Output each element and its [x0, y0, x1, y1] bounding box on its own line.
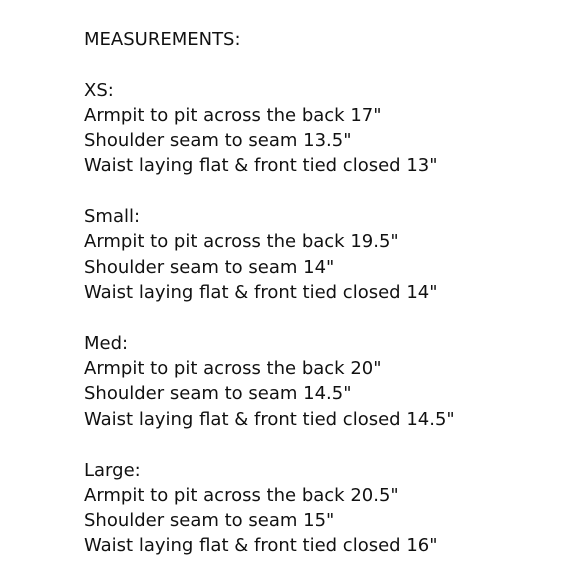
size-heading-small: Small: — [84, 206, 141, 228]
measurement-line: Armpit to pit across the back 17" — [84, 104, 382, 126]
measurement-line: Waist laying flat & front tied closed 16" — [84, 535, 438, 557]
measurement-line: Armpit to pit across the back 20.5" — [84, 484, 399, 506]
size-heading-xs: XS: — [84, 79, 114, 101]
size-heading-med: Med: — [84, 332, 129, 354]
measurement-line: Shoulder seam to seam 13.5" — [84, 130, 352, 152]
size-section-small — [84, 204, 574, 305]
size-section-large — [84, 458, 574, 559]
measurement-line: Shoulder seam to seam 14" — [84, 256, 335, 278]
measurement-line: Waist laying flat & front tied closed 14" — [84, 282, 438, 304]
size-section-xs — [84, 78, 574, 179]
size-heading-large: Large: — [84, 459, 141, 481]
measurement-line: Waist laying flat & front tied closed 13" — [84, 155, 438, 177]
measurement-line: Shoulder seam to seam 15" — [84, 510, 335, 532]
size-section-med — [84, 331, 574, 432]
measurements-document — [84, 27, 574, 559]
measurement-line: Waist laying flat & front tied closed 14.5" — [84, 408, 455, 430]
measurement-line: Shoulder seam to seam 14.5" — [84, 383, 352, 405]
measurement-line: Armpit to pit across the back 19.5" — [84, 231, 399, 253]
measurement-line: Armpit to pit across the back 20" — [84, 358, 382, 380]
document-title: MEASUREMENTS: — [84, 29, 241, 50]
